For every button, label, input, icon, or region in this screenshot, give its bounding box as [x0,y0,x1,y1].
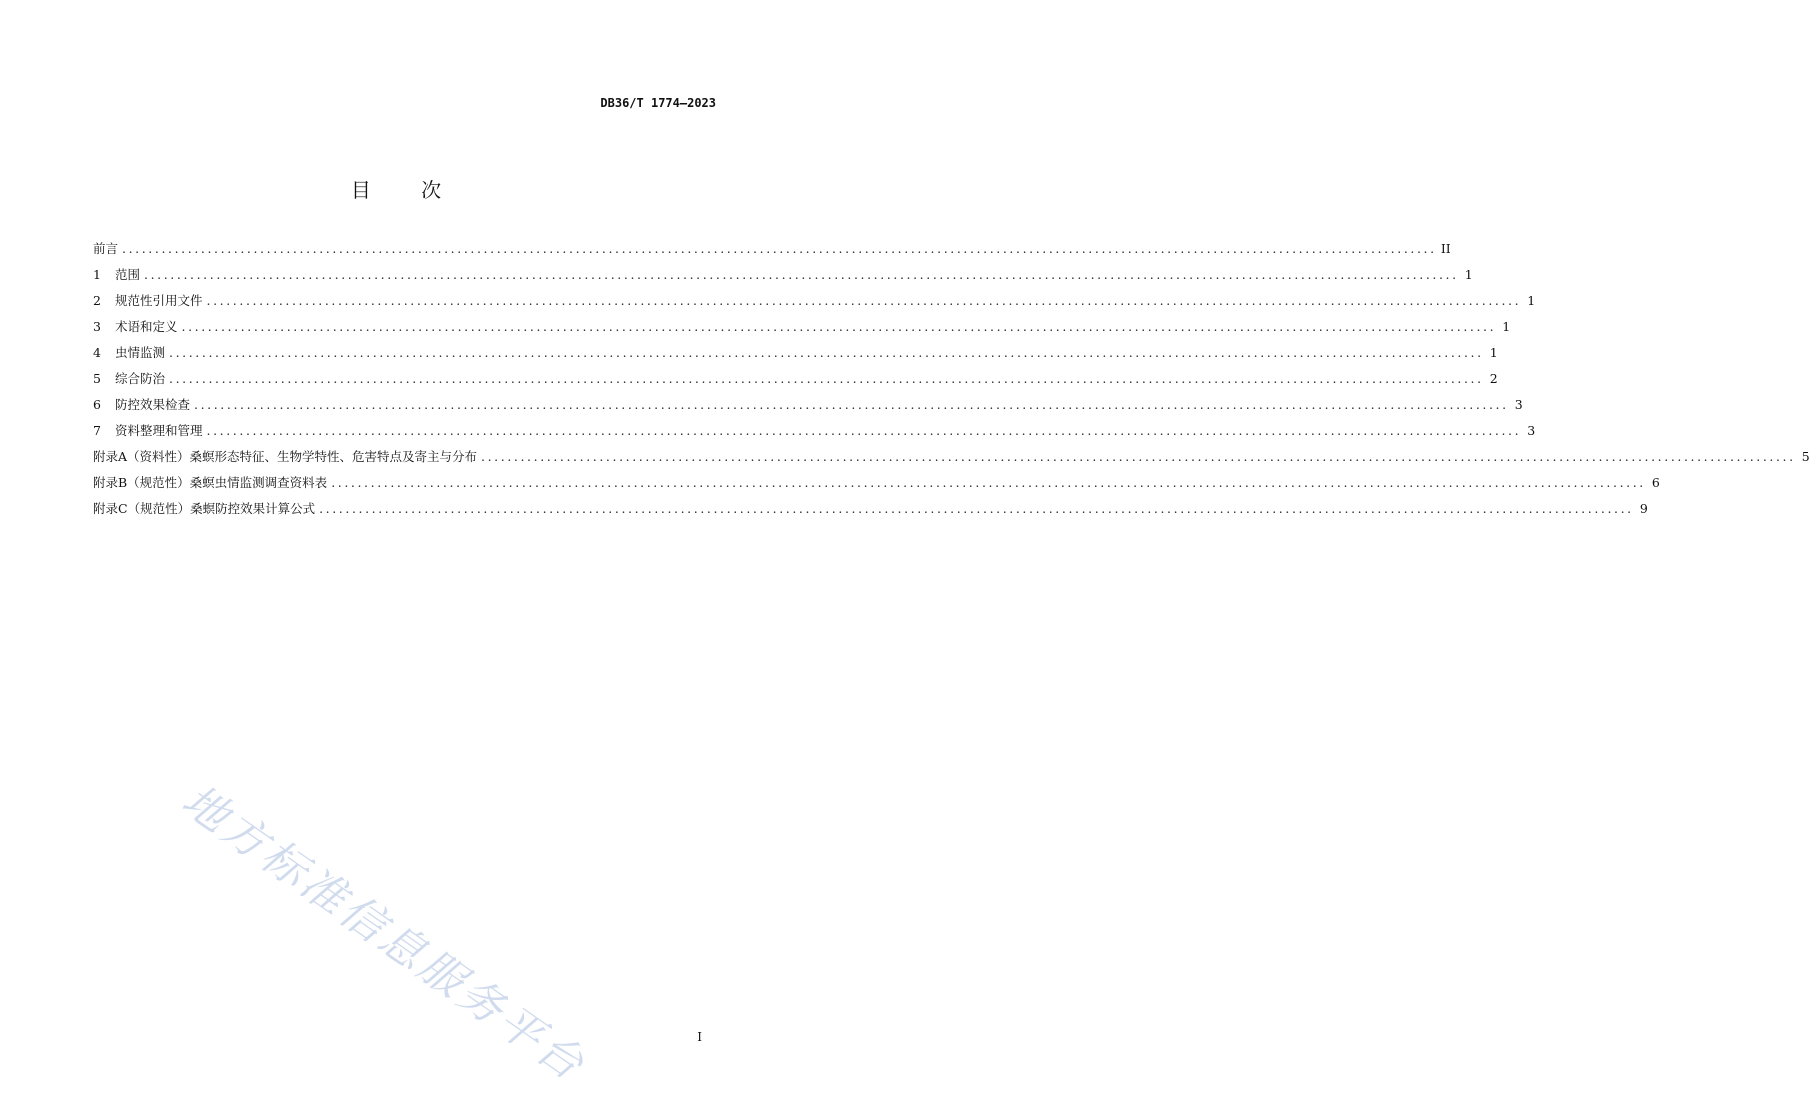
toc-entry-label: 防控效果检查 [115,397,191,412]
table-of-contents [93,236,1810,522]
toc-entry-label: 附录A（资料性）桑螟形态特征、生物学特性、危害特点及寄主与分布 [93,449,478,464]
toc-entry-page: 5 [1801,449,1810,464]
toc-entry-page: 6 [1651,475,1660,490]
toc-entry-foreword[interactable] [93,236,1451,262]
toc-entry-7[interactable] [93,418,1536,444]
toc-entry-label: 范围 [115,267,141,282]
toc-entry-page: II [1440,241,1451,256]
toc-entry-label: 综合防治 [115,371,166,386]
toc-entry-4[interactable] [93,340,1498,366]
toc-entry-label: 前言 [93,241,119,256]
leader-dots: ........................................................................................................................................................................................................ [194,397,1509,412]
leader-dots: ........................................................................................................................................................................................................ [206,423,1522,438]
toc-entry-label: 附录C（规范性）桑螟防控效果计算公式 [93,501,316,516]
toc-entry-page: 3 [1527,423,1536,438]
toc-entry-page: 3 [1514,397,1523,412]
toc-entry-number: 4 [93,345,101,360]
leader-dots: ........................................................................................................................................................................................................ [481,449,1796,464]
toc-entry-3[interactable] [93,314,1511,340]
toc-entry-number: 1 [93,267,101,282]
toc-entry-label: 术语和定义 [115,319,178,334]
toc-entry-number: 5 [93,371,101,386]
leader-dots: ........................................................................................................................................................................................................ [206,293,1522,308]
page-number: I [697,1030,702,1044]
toc-entry-label: 附录B（规范性）桑螟虫情监测调查资料表 [93,475,328,490]
leader-dots: ........................................................................................................................................................................................................ [169,371,1484,386]
toc-entry-page: 1 [1527,293,1536,308]
toc-entry-1[interactable] [93,262,1473,288]
toc-entry-page: 2 [1489,371,1498,386]
toc-entry-appendix-c[interactable] [93,496,1648,522]
toc-entry-number: 6 [93,397,101,412]
toc-entry-2[interactable] [93,288,1536,314]
toc-entry-page: 1 [1464,267,1473,282]
toc-entry-6[interactable] [93,392,1523,418]
toc-entry-number: 2 [93,293,101,308]
watermark: 地方标准信息服务平台 [172,774,596,1092]
leader-dots: ........................................................................................................................................................................................................ [331,475,1646,490]
leader-dots: ........................................................................................................................................................................................................ [144,267,1459,282]
toc-entry-number: 3 [93,319,101,334]
leader-dots: ........................................................................................................................................................................................................ [319,501,1634,516]
toc-title: 目 次 [350,178,464,202]
toc-entry-appendix-b[interactable] [93,470,1660,496]
toc-entry-label: 资料整理和管理 [115,423,203,438]
toc-entry-page: 9 [1639,501,1648,516]
toc-entry-label: 规范性引用文件 [115,293,203,308]
leader-dots: ........................................................................................................................................................................................................ [169,345,1484,360]
toc-entry-appendix-a[interactable] [93,444,1810,470]
toc-entry-page: 1 [1489,345,1498,360]
toc-entry-label: 虫情监测 [115,345,166,360]
toc-entry-page: 1 [1502,319,1511,334]
toc-entry-5[interactable] [93,366,1498,392]
leader-dots: ........................................................................................................................................................................................................ [122,241,1437,256]
document-code: DB36/T 1774—2023 [600,96,716,110]
leader-dots: ........................................................................................................................................................................................................ [181,319,1497,334]
toc-entry-number: 7 [93,423,101,438]
